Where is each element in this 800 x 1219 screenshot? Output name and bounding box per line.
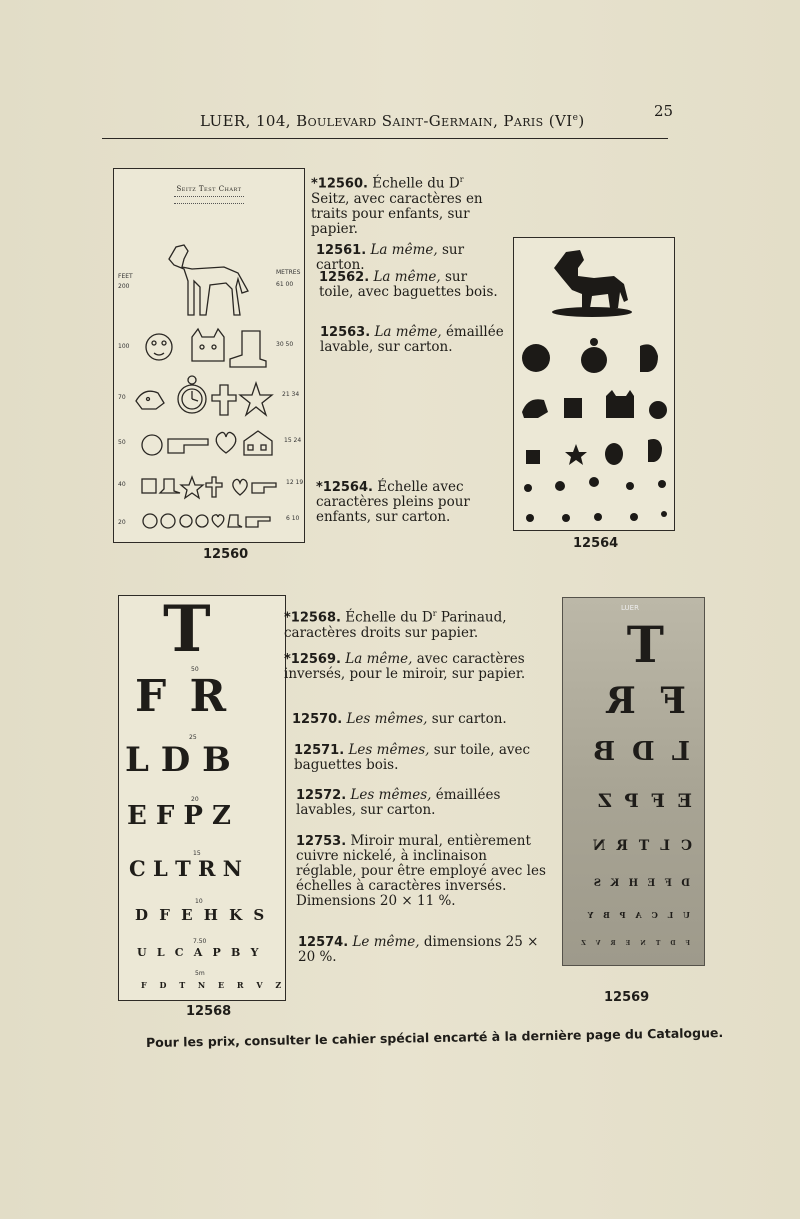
feet-200: 200 bbox=[118, 283, 130, 290]
caption-12568: 12568 bbox=[186, 1004, 232, 1019]
boot-icon bbox=[230, 331, 266, 367]
solid-lock-icon bbox=[526, 450, 540, 464]
row-7-letters: U L C A P B Y bbox=[137, 946, 262, 959]
entry-12562-italic: La même, bbox=[373, 269, 441, 285]
entry-12561-text: sur carton. bbox=[316, 242, 465, 273]
feet-70: 70 bbox=[118, 394, 126, 401]
inv-row-6: D F E H K S bbox=[590, 878, 690, 889]
caption-12569: 12569 bbox=[604, 990, 650, 1005]
seitz-test-chart-image bbox=[113, 168, 305, 543]
row-2-letters: F R bbox=[135, 671, 231, 722]
cat-icon bbox=[192, 329, 224, 361]
metres-label: METRES bbox=[276, 269, 301, 276]
inv-row-3: L D B bbox=[589, 737, 690, 767]
solid-dog-icon bbox=[522, 399, 548, 418]
solid-watch-icon bbox=[581, 347, 607, 373]
heart-icon bbox=[216, 432, 236, 453]
inv-row-4: E F P Z bbox=[595, 790, 692, 812]
size-10: 10 bbox=[195, 898, 203, 905]
row-6-letters: D F E H K S bbox=[135, 906, 268, 924]
header-close: ) bbox=[578, 112, 585, 130]
size-20: 20 bbox=[191, 796, 199, 803]
solid-cat-icon bbox=[606, 390, 634, 418]
header-prefix: LUER, 104, bbox=[200, 112, 297, 130]
entry-12569-text: avec caractères inversés, pour le miroir, sur papier. bbox=[284, 651, 526, 682]
entry-12564-num: *12564. bbox=[316, 480, 373, 495]
inv-row-1: T bbox=[626, 615, 664, 674]
entry-12574-text: dimensions 25 × 20 %. bbox=[298, 934, 539, 965]
entry-12572 bbox=[296, 788, 546, 818]
solid-o-icon bbox=[605, 443, 623, 465]
entry-12570-num: 12570. bbox=[292, 712, 343, 727]
seitz-chart-title: Seitz Test Chart bbox=[176, 185, 242, 193]
entry-12563-italic: La même, bbox=[374, 324, 442, 340]
face-icon bbox=[146, 334, 172, 360]
solid-small-head-icon bbox=[648, 439, 662, 462]
row-1-letters: T bbox=[163, 592, 211, 667]
inv-row-8: F D T N E R V Z bbox=[577, 940, 690, 947]
entry-12563-num: 12563. bbox=[320, 325, 371, 340]
entry-12570-italic: Les mêmes, bbox=[346, 711, 428, 727]
row-3-letters: L D B bbox=[125, 740, 231, 780]
solid-figures-drawings bbox=[514, 238, 674, 530]
dog-icon bbox=[136, 391, 164, 409]
house-icon bbox=[244, 431, 272, 455]
entry-12569 bbox=[284, 652, 542, 682]
metres-21: 21 34 bbox=[282, 391, 300, 398]
solid-figures-chart-image bbox=[513, 237, 675, 531]
entry-12563-text: émaillée lavable, sur carton. bbox=[320, 324, 504, 355]
entry-12564 bbox=[316, 480, 509, 525]
feet-20: 20 bbox=[118, 519, 126, 526]
entry-12571-italic: Les mêmes, bbox=[348, 742, 430, 758]
pointing-hand-icon bbox=[168, 439, 208, 453]
row-5-letters: C L T R N bbox=[129, 856, 242, 881]
solid-face-icon bbox=[522, 344, 550, 372]
small-face-icon bbox=[142, 435, 162, 455]
inv-row-7: U L C A P B Y bbox=[584, 910, 690, 920]
price-note: Pour les prix, consulter le cahier spécial encarté à la dernière page du Catalogue. bbox=[145, 1024, 724, 1051]
entry-12570-text: sur carton. bbox=[427, 711, 507, 727]
entry-12753 bbox=[296, 834, 548, 909]
row6-icons bbox=[143, 514, 270, 528]
entry-12560-text: Seitz, avec caractères en traits pour enfants, sur papier. bbox=[311, 190, 483, 237]
entry-12574 bbox=[298, 935, 548, 965]
solid-star-icon bbox=[565, 444, 587, 465]
metres-15: 15 24 bbox=[284, 437, 302, 444]
horse-silhouette-icon bbox=[554, 250, 628, 308]
entry-12568-pre: Échelle du D bbox=[345, 609, 433, 626]
feet-50: 50 bbox=[118, 439, 126, 446]
entry-12562-num: 12562. bbox=[319, 270, 370, 285]
feet-label: FEET bbox=[118, 273, 133, 280]
metres-6: 6 10 bbox=[286, 515, 300, 522]
row-4-letters: E F P Z bbox=[127, 801, 231, 831]
size-50: 50 bbox=[191, 666, 199, 673]
horse-icon bbox=[169, 245, 248, 315]
entry-12562 bbox=[319, 270, 504, 300]
entry-12572-num: 12572. bbox=[296, 788, 347, 803]
size-7-50: 7.50 bbox=[193, 938, 207, 945]
page-number: 25 bbox=[654, 102, 674, 120]
metres-61: 61 00 bbox=[276, 281, 294, 288]
row5-icons bbox=[142, 477, 276, 498]
size-25: 25 bbox=[189, 734, 197, 741]
entry-12569-num: *12569. bbox=[284, 652, 341, 667]
inverted-chart-image bbox=[562, 597, 705, 966]
watch-icon bbox=[178, 376, 206, 413]
cross-icon bbox=[212, 385, 236, 415]
metres-30: 30 50 bbox=[276, 341, 294, 348]
entry-12574-italic: Le même, bbox=[352, 934, 420, 950]
entry-12569-italic: La même, bbox=[345, 651, 413, 667]
seitz-line-drawings bbox=[114, 169, 304, 542]
star-icon bbox=[240, 383, 272, 415]
inverted-letters bbox=[563, 598, 704, 965]
entry-12562-text: sur toile, avec baguettes bois. bbox=[319, 269, 498, 300]
solid-boot-icon bbox=[564, 398, 582, 418]
entry-12568 bbox=[284, 606, 542, 641]
entry-12568-num: *12568. bbox=[284, 610, 341, 626]
solid-clock-icon bbox=[649, 401, 667, 419]
entry-12568-sup: r bbox=[432, 609, 437, 618]
entry-12571-num: 12571. bbox=[294, 743, 345, 758]
header-sup: e bbox=[572, 113, 579, 123]
caption-12564: 12564 bbox=[573, 536, 619, 551]
running-header bbox=[200, 112, 585, 130]
entry-12560 bbox=[311, 172, 506, 237]
entry-12574-num: 12574. bbox=[298, 935, 349, 950]
size-5m: 5m bbox=[195, 970, 205, 977]
entry-12572-italic: Les mêmes, bbox=[350, 787, 432, 803]
caption-12560: 12560 bbox=[203, 547, 249, 562]
feet-100: 100 bbox=[118, 343, 130, 350]
entry-12560-sup: r bbox=[459, 175, 464, 184]
entry-12561-num: 12561. bbox=[316, 243, 367, 258]
header-rule bbox=[102, 138, 668, 139]
row-8-letters: F D T N E R V Z bbox=[141, 980, 287, 990]
metres-12: 12 19 bbox=[286, 479, 304, 486]
entry-12568-text: Parinaud, caractères droits sur papier. bbox=[284, 609, 507, 641]
entry-12570 bbox=[292, 712, 542, 727]
entry-12571-text: sur toile, avec baguettes bois. bbox=[294, 742, 531, 773]
entry-12564-text: Échelle avec caractères pleins pour enfants, sur carton. bbox=[316, 479, 470, 525]
solid-head-icon bbox=[640, 344, 658, 372]
inverted-chart-brand: LUER bbox=[621, 604, 639, 612]
entry-12753-num: 12753. bbox=[296, 834, 347, 849]
inv-row-5: C L T R N bbox=[589, 838, 692, 854]
entry-12571 bbox=[294, 743, 544, 773]
entry-12560-pre: Échelle du D bbox=[372, 175, 460, 192]
entry-12753-text: Miroir mural, entièrement cuivre nickelé, à inclinaison réglable, pour être employé avec les échelles à caractères inversés. Dimensions 20 × 11 %. bbox=[296, 833, 546, 909]
entry-12563 bbox=[320, 325, 505, 355]
feet-40: 40 bbox=[118, 481, 126, 488]
entry-12561-italic: La même, bbox=[370, 242, 438, 258]
parinaud-chart-image bbox=[118, 592, 287, 1001]
entry-12560-num: *12560. bbox=[311, 176, 368, 192]
size-15: 15 bbox=[193, 850, 201, 857]
inv-row-2: F R bbox=[599, 680, 686, 722]
header-address: Boulevard Saint-Germain, Paris (VI bbox=[296, 112, 573, 130]
entry-12572-text: émaillées lavables, sur carton. bbox=[296, 787, 501, 818]
